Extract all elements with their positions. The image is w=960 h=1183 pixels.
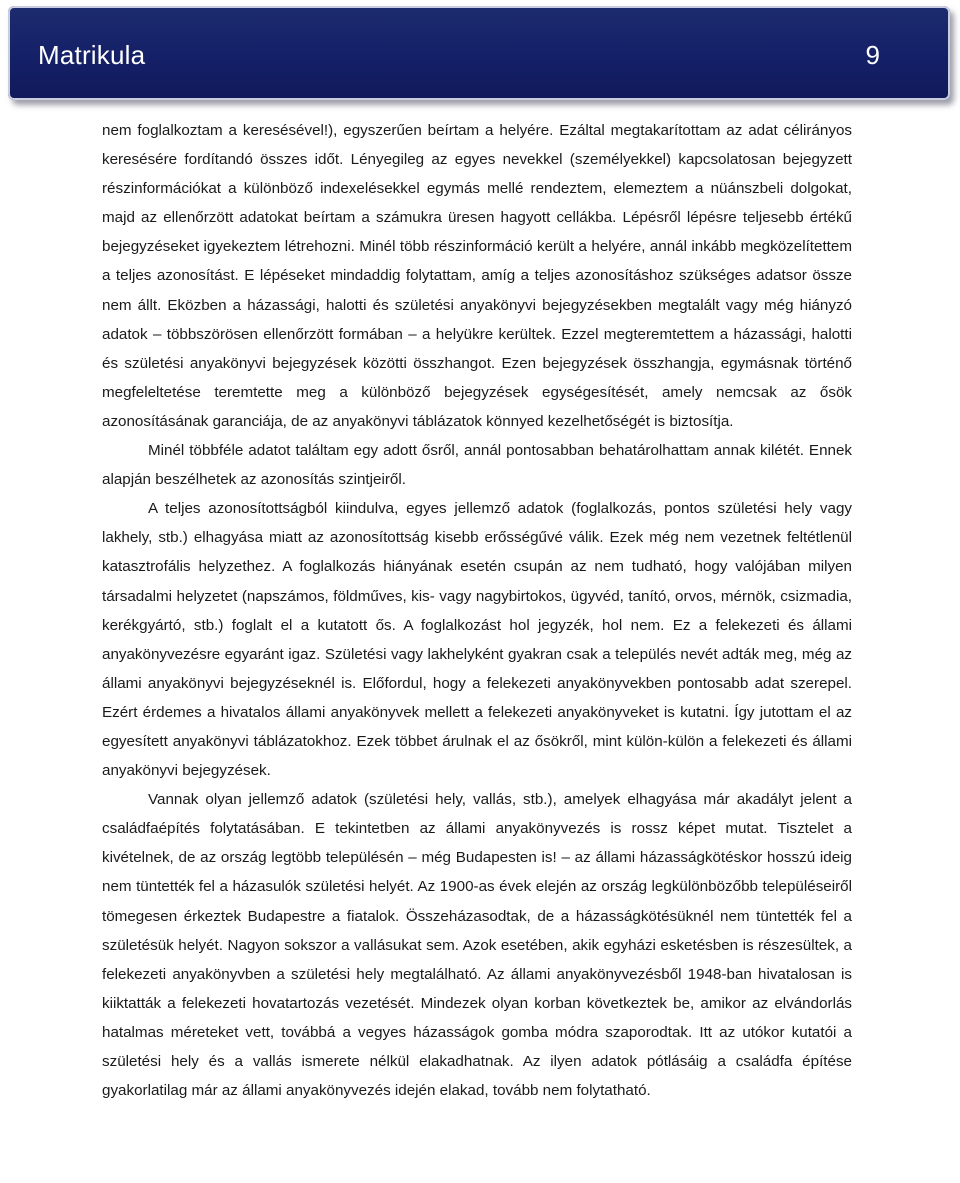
paragraph-1: nem foglalkoztam a keresésével!), egyszerűen beírtam a helyére. Ezáltal megtakarítottam az adat célirányos keresésére fordítandó összes időt. Lényegileg az egyes nevekkel (személyekkel) kapcsolatosan bejegyzett részinformációkat a különböző indexelésekkel egymás mellé rendeztem, elemeztem a nüánszbeli dolgokat, majd az ellenőrzött adatokat beírtam a számukra üresen hagyott cellákba. Lépésről lépésre teljesebb értékű bejegyzéseket igyekeztem létrehozni. Minél több részinformáció került a helyére, annál inkább megközelítettem a teljes azonosítást. E lépéseket mindaddig folytattam, amíg a teljes azonosításhoz szükséges adatsor össze nem állt. Eközben a házassági, halotti és születési anyakönyvi bejegyzésekben megtalált vagy még hiányzó adatok – többszörösen ellenőrzött formában – a helyükre kerültek. Ezzel megteremtettem a házassági, halotti és születési anyakönyvi bejegyzések közötti összhangot. Ezen bejegyzések összhangja, egymásnak történő megfeleltetése teremtette meg a különböző bejegyzések egységesítését, amely nemcsak az ősök azonosításának garanciája, de az anyakönyvi táblázatok könnyed kezelhetőségét is biztosítja. [102, 122, 852, 430]
section-title: Matrikula [38, 40, 146, 70]
body-text [102, 116, 852, 1105]
page-number: 9 [865, 40, 880, 70]
paragraph-2: Minél többféle adatot találtam egy adott ősről, annál pontosabban behatárolhattam annak kilétét. Ennek alapján beszélhetek az azonosítás szintjeiről. [102, 442, 852, 489]
page-header-banner [8, 6, 950, 100]
paragraph-3: A teljes azonosítottságból kiindulva, egyes jellemző adatok (foglalkozás, pontos születési hely vagy lakhely, stb.) elhagyása miatt az azonosítottság kisebb erősségűvé válik. Ezek még nem vezetnek feltétlenül katasztrofális helyzethez. A foglalkozás hiányának esetén csupán az nem tudható, hogy valójában milyen társadalmi helyzetet (napszámos, földműves, kis- vagy nagybirtokos, ügyvéd, tanító, orvos, mérnök, csizmadia, kerékgyártó, stb.) foglalt el a kutatott ős. A foglalkozást hol jegyzék, hol nem. Ez a felekezeti és állami anyakönyvezésre egyaránt igaz. Születési vagy lakhelyként gyakran csak a település nevét adták meg, még az állami anyakönyvi bejegyzéseknél is. Előfordul, hogy a felekezeti anyakönyvekben pontosabb adat szerepel. Ezért érdemes a hivatalos állami anyakönyvek mellett a felekezeti anyakönyveket is kutatni. Így jutottam el az egyesített anyakönyvi táblázatokhoz. Ezek többet árulnak el az ősökről, mint külön-külön a felekezeti és állami anyakönyvi bejegyzések. [102, 500, 852, 780]
paragraph-4: Vannak olyan jellemző adatok (születési hely, vallás, stb.), amelyek elhagyása már akadályt jelent a családfaépítés folytatásában. E tekintetben az állami anyakönyvezés is rossz képet mutat. Tisztelet a kivételnek, de az ország legtöbb településén – még Budapesten is! – az állami házasságkötéskor hosszú ideig nem tüntették fel a házasulók születési helyét. Az 1900-as évek elején az ország legkülönbözőbb településeiről tömegesen érkeztek Budapestre a fiatalok. Összeházasodtak, de a házasságkötésüknél nem tüntették fel a születésük helyét. Nagyon sokszor a vallásukat sem. Azok esetében, akik egyházi esketésben is részesültek, a felekezeti anyakönyvben a születési hely megtalálható. Az állami anyakönyvezésből 1948-ban hivatalosan is kiiktatták a felekezeti hovatartozás vezetését. Mindezek olyan korban következtek be, amikor az elvándorlás hatalmas méreteket vett, továbbá a vegyes házasságok gomba módra szaporodtak. Itt az utókor kutatói a születési hely és a vallás ismerete nélkül elakadhatnak. Az ilyen adatok pótlásáig a családfa építése gyakorlatilag már az állami anyakönyvezés idején elakad, tovább nem folytatható. [102, 791, 852, 1100]
